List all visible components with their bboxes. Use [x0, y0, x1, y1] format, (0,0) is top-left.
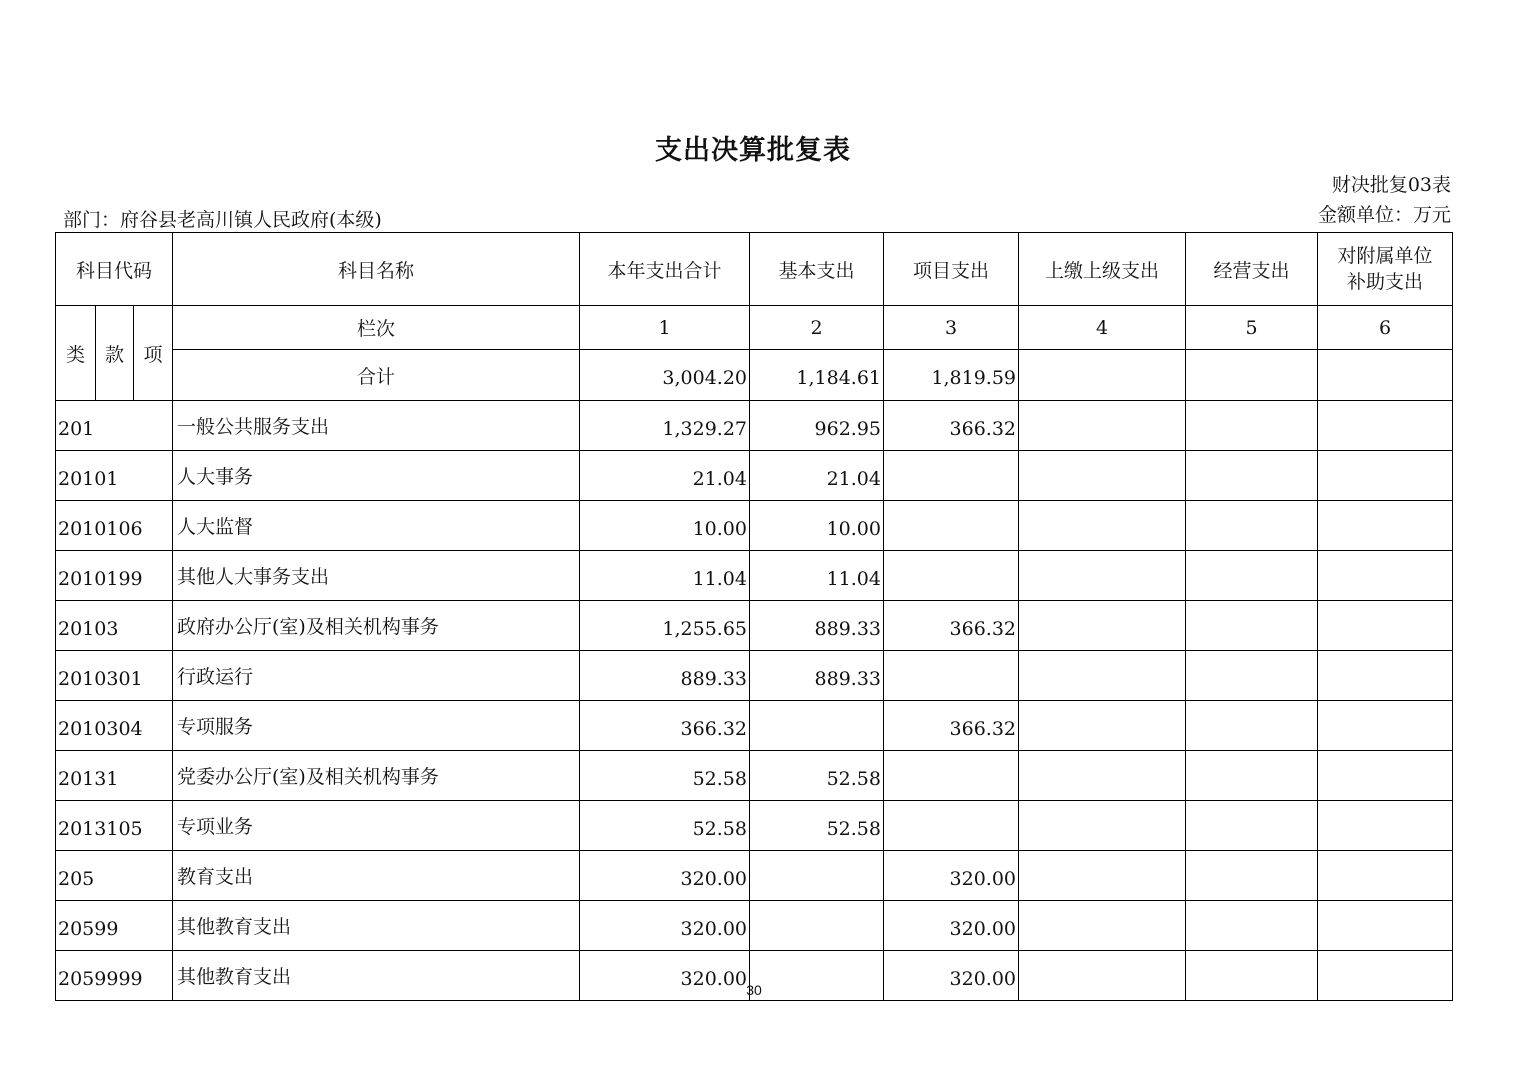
header-lei: 类: [56, 306, 96, 401]
header-subsidy: [1318, 233, 1453, 306]
business-expenditure: [1186, 551, 1318, 601]
business-expenditure: [1186, 851, 1318, 901]
total-expenditure: 366.32: [580, 701, 750, 751]
upper-level-expenditure: [1019, 651, 1186, 701]
header-subsidy-line1: 对附属单位: [1337, 245, 1433, 267]
subject-code: 2010106: [56, 501, 173, 551]
subject-code: 20103: [56, 601, 173, 651]
subsidy-expenditure: [1318, 801, 1453, 851]
project-expenditure: [884, 751, 1019, 801]
subject-code: 2010199: [56, 551, 173, 601]
upper-level-expenditure: [1019, 901, 1186, 951]
subsidy-expenditure: [1318, 751, 1453, 801]
total-expenditure: 1,329.27: [580, 401, 750, 451]
column-number: 5: [1186, 306, 1318, 350]
subject-code: 205: [56, 851, 173, 901]
basic-expenditure: 889.33: [750, 651, 884, 701]
business-expenditure: [1186, 601, 1318, 651]
table-row: [56, 901, 1453, 951]
project-expenditure: 320.00: [884, 901, 1019, 951]
total-expenditure: 320.00: [580, 851, 750, 901]
total-expenditure: 320.00: [580, 951, 750, 1001]
project-expenditure: 366.32: [884, 701, 1019, 751]
subject-name: 其他人大事务支出: [173, 551, 580, 601]
upper-level-expenditure: [1019, 401, 1186, 451]
subject-name: 党委办公厅(室)及相关机构事务: [173, 751, 580, 801]
subject-name: 人大事务: [173, 451, 580, 501]
total-expenditure: 889.33: [580, 651, 750, 701]
subsidy-expenditure: [1318, 901, 1453, 951]
subject-code: 2013105: [56, 801, 173, 851]
subject-name: 其他教育支出: [173, 951, 580, 1001]
subject-code: 2010304: [56, 701, 173, 751]
column-number: 2: [750, 306, 884, 350]
project-expenditure: [884, 551, 1019, 601]
total-value: [1186, 350, 1318, 401]
header-name: 科目名称: [173, 233, 580, 306]
subject-code: 2010301: [56, 651, 173, 701]
department-label: 部门：府谷县老高川镇人民政府(本级): [63, 209, 382, 231]
total-expenditure: 52.58: [580, 751, 750, 801]
basic-expenditure: 11.04: [750, 551, 884, 601]
column-number: 3: [884, 306, 1019, 350]
page-number: 30: [746, 982, 762, 998]
header-xiang: 项: [134, 306, 173, 401]
business-expenditure: [1186, 901, 1318, 951]
table-row: [56, 801, 1453, 851]
subject-code: 20599: [56, 901, 173, 951]
column-number-row: [56, 306, 1453, 350]
header-basic: 基本支出: [750, 233, 884, 306]
upper-level-expenditure: [1019, 551, 1186, 601]
header-row: [56, 233, 1453, 306]
header-total: 本年支出合计: [580, 233, 750, 306]
subsidy-expenditure: [1318, 701, 1453, 751]
basic-expenditure: [750, 851, 884, 901]
table-row: [56, 651, 1453, 701]
project-expenditure: [884, 651, 1019, 701]
total-expenditure: 21.04: [580, 451, 750, 501]
header-subsidy-line2: 补助支出: [1346, 271, 1423, 293]
total-value: [1318, 350, 1453, 401]
amount-unit: 金额单位：万元: [1317, 204, 1451, 226]
subsidy-expenditure: [1318, 451, 1453, 501]
project-expenditure: 320.00: [884, 851, 1019, 901]
total-value: 1,819.59: [884, 350, 1019, 401]
table-row: [56, 601, 1453, 651]
upper-level-expenditure: [1019, 801, 1186, 851]
total-value: [1019, 350, 1186, 401]
upper-level-expenditure: [1019, 851, 1186, 901]
subject-name: 其他教育支出: [173, 901, 580, 951]
basic-expenditure: [750, 901, 884, 951]
subject-name: 专项业务: [173, 801, 580, 851]
business-expenditure: [1186, 801, 1318, 851]
table-row: [56, 451, 1453, 501]
total-expenditure: 11.04: [580, 551, 750, 601]
subject-code: 201: [56, 401, 173, 451]
project-expenditure: 320.00: [884, 951, 1019, 1001]
subsidy-expenditure: [1318, 401, 1453, 451]
basic-expenditure: 52.58: [750, 801, 884, 851]
project-expenditure: [884, 801, 1019, 851]
header-project: 项目支出: [884, 233, 1019, 306]
table-row: [56, 401, 1453, 451]
subject-name: 人大监督: [173, 501, 580, 551]
basic-expenditure: [750, 701, 884, 751]
table-row: [56, 751, 1453, 801]
basic-expenditure: 21.04: [750, 451, 884, 501]
total-label: 合计: [173, 350, 580, 401]
subject-code: 2059999: [56, 951, 173, 1001]
upper-level-expenditure: [1019, 451, 1186, 501]
upper-level-expenditure: [1019, 501, 1186, 551]
total-expenditure: 52.58: [580, 801, 750, 851]
subject-code: 20101: [56, 451, 173, 501]
expenditure-table: [55, 232, 1453, 1001]
form-number: 财决批复03表: [1331, 174, 1451, 196]
project-expenditure: [884, 501, 1019, 551]
column-number: 6: [1318, 306, 1453, 350]
column-number: 4: [1019, 306, 1186, 350]
subject-name: 教育支出: [173, 851, 580, 901]
upper-level-expenditure: [1019, 701, 1186, 751]
basic-expenditure: 52.58: [750, 751, 884, 801]
basic-expenditure: 10.00: [750, 501, 884, 551]
subsidy-expenditure: [1318, 601, 1453, 651]
header-code: 科目代码: [56, 233, 173, 306]
table-row: [56, 551, 1453, 601]
business-expenditure: [1186, 501, 1318, 551]
business-expenditure: [1186, 751, 1318, 801]
table-row: [56, 851, 1453, 901]
business-expenditure: [1186, 651, 1318, 701]
page-title: 支出决算批复表: [655, 135, 851, 166]
total-expenditure: 320.00: [580, 901, 750, 951]
header-business: 经营支出: [1186, 233, 1318, 306]
subsidy-expenditure: [1318, 651, 1453, 701]
header-upper: 上缴上级支出: [1019, 233, 1186, 306]
total-row: [56, 350, 1453, 401]
project-expenditure: 366.32: [884, 601, 1019, 651]
table-row: [56, 701, 1453, 751]
table-row: [56, 501, 1453, 551]
subsidy-expenditure: [1318, 501, 1453, 551]
total-expenditure: 1,255.65: [580, 601, 750, 651]
business-expenditure: [1186, 701, 1318, 751]
project-expenditure: 366.32: [884, 401, 1019, 451]
subject-name: 一般公共服务支出: [173, 401, 580, 451]
header-kuan: 款: [96, 306, 134, 401]
subject-code: 20131: [56, 751, 173, 801]
business-expenditure: [1186, 401, 1318, 451]
subject-name: 行政运行: [173, 651, 580, 701]
upper-level-expenditure: [1019, 601, 1186, 651]
total-value: 3,004.20: [580, 350, 750, 401]
column-number: 1: [580, 306, 750, 350]
business-expenditure: [1186, 451, 1318, 501]
subject-name: 专项服务: [173, 701, 580, 751]
subsidy-expenditure: [1318, 551, 1453, 601]
subject-name: 政府办公厅(室)及相关机构事务: [173, 601, 580, 651]
total-expenditure: 10.00: [580, 501, 750, 551]
project-expenditure: [884, 451, 1019, 501]
subsidy-expenditure: [1318, 851, 1453, 901]
total-value: 1,184.61: [750, 350, 884, 401]
basic-expenditure: 889.33: [750, 601, 884, 651]
lanci-label: 栏次: [173, 306, 580, 350]
basic-expenditure: 962.95: [750, 401, 884, 451]
upper-level-expenditure: [1019, 751, 1186, 801]
